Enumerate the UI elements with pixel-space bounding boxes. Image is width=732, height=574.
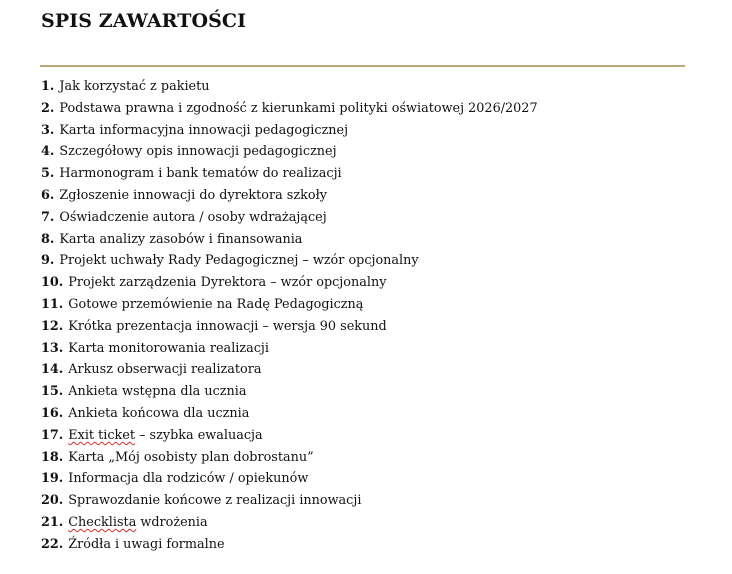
toc-number: 9. [41, 253, 55, 269]
toc-label: Szczegółowy opis innowacji pedagogicznej [59, 144, 337, 160]
toc-item-21[interactable] [41, 512, 538, 534]
toc-label: Karta „Mój osobisty plan dobrostanu” [68, 449, 314, 465]
toc-item-11[interactable] [41, 294, 538, 316]
toc-label: Ankieta wstępna dla ucznia [68, 384, 247, 400]
toc-item-17[interactable] [41, 425, 538, 447]
toc-number: 15. [41, 384, 64, 400]
toc-label: Jak korzystać z pakietu [59, 79, 210, 94]
toc-item-18[interactable] [41, 447, 538, 469]
toc-label: Harmonogram i bank tematów do realizacji [59, 166, 342, 182]
toc-label: Źródła i uwagi formalne [68, 536, 225, 552]
toc-label: Zgłoszenie innowacji do dyrektora szkoły [59, 187, 327, 203]
toc-number: 21. [41, 514, 64, 530]
toc-number: 5. [41, 166, 55, 182]
title-divider [40, 65, 685, 67]
toc-number: 18. [41, 449, 64, 465]
toc-number: 16. [41, 405, 64, 421]
toc-item-3[interactable] [41, 120, 538, 142]
toc-label: Gotowe przemówienie na Radę Pedagogiczną [68, 296, 364, 312]
toc-label: Sprawozdanie końcowe z realizacji innowacji [68, 493, 362, 509]
toc-item-22[interactable] [41, 534, 538, 556]
toc-label: Podstawa prawna i zgodność z kierunkami polityki oświatowej 2026/2027 [59, 100, 538, 116]
toc-item-14[interactable] [41, 359, 538, 381]
toc-item-4[interactable] [41, 141, 538, 163]
toc-number: 20. [41, 493, 64, 509]
toc-number: 10. [41, 275, 64, 291]
page-title: SPIS ZAWARTOŚCI [41, 10, 247, 32]
toc-item-16[interactable] [41, 403, 538, 425]
toc-number: 8. [41, 231, 55, 247]
toc-item-13[interactable] [41, 338, 538, 360]
toc-label: Projekt uchwały Rady Pedagogicznej – wzór opcjonalny [59, 253, 419, 269]
toc-label-rest: – szybka ewaluacja [135, 427, 263, 443]
toc-number: 12. [41, 318, 64, 334]
toc-item-9[interactable] [41, 250, 538, 272]
toc-item-5[interactable] [41, 163, 538, 185]
toc-item-1[interactable] [41, 76, 538, 98]
toc-label: Karta analizy zasobów i finansowania [59, 231, 303, 247]
toc-item-7[interactable] [41, 207, 538, 229]
toc-item-19[interactable] [41, 468, 538, 490]
toc-number: 14. [41, 362, 64, 378]
table-of-contents [41, 76, 538, 556]
toc-number: 6. [41, 187, 55, 203]
toc-item-10[interactable] [41, 272, 538, 294]
toc-label-spellcheck-underlined: Exit ticket [68, 427, 135, 443]
toc-item-6[interactable] [41, 185, 538, 207]
toc-number: 4. [41, 144, 55, 160]
toc-number: 1. [41, 79, 55, 94]
toc-label: Karta monitorowania realizacji [68, 340, 269, 356]
toc-label: Arkusz obserwacji realizatora [68, 362, 262, 378]
toc-label: Oświadczenie autora / osoby wdrażającej [59, 209, 327, 225]
toc-number: 11. [41, 296, 64, 312]
toc-number: 2. [41, 100, 55, 116]
toc-number: 17. [41, 427, 64, 443]
toc-number: 3. [41, 122, 55, 138]
toc-label: Ankieta końcowa dla ucznia [68, 405, 250, 421]
toc-item-20[interactable] [41, 490, 538, 512]
toc-label: Krótka prezentacja innowacji – wersja 90 sekund [68, 318, 387, 334]
toc-item-12[interactable] [41, 316, 538, 338]
toc-item-2[interactable] [41, 98, 538, 120]
toc-number: 22. [41, 536, 64, 552]
toc-label: Projekt zarządzenia Dyrektora – wzór opcjonalny [68, 275, 387, 291]
toc-label-spellcheck-underlined: Checklista [68, 514, 137, 530]
toc-item-8[interactable] [41, 229, 538, 251]
toc-label: Karta informacyjna innowacji pedagogicznej [59, 122, 349, 138]
toc-number: 13. [41, 340, 64, 356]
toc-item-15[interactable] [41, 381, 538, 403]
toc-label: Informacja dla rodziców / opiekunów [68, 471, 309, 487]
toc-number: 7. [41, 209, 55, 225]
toc-number: 19. [41, 471, 64, 487]
toc-label-rest: wdrożenia [136, 514, 208, 530]
